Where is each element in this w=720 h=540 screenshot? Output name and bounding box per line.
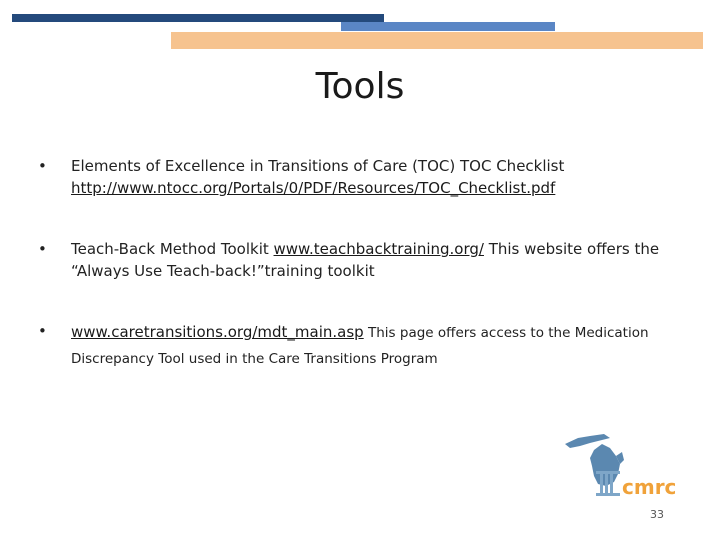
list-item [71,320,691,372]
item-text: Teach-Back Method Toolkit [71,240,274,258]
list-item [71,155,691,199]
logo-text: cmrc [622,475,677,499]
bullet-1: • [38,157,47,175]
header-bar-blue [341,22,555,31]
header-bar-peach [171,32,703,49]
bullet-3: • [38,322,47,340]
item-description: This page offers access to the Medication Discrepancy Tool used in the Care Transitions Program [71,325,649,367]
page-number: 33 [650,508,664,521]
caretransitions-link[interactable]: www.caretransitions.org/mdt_main.asp [71,323,364,341]
item-description: This website offers the “Always Use Teach-back!”training toolkit [71,240,660,280]
slide-title: Tools [315,66,405,107]
bullet-2: • [38,240,47,258]
item-text: Elements of Excellence in Transitions of Care (TOC) TOC Checklist [71,157,565,175]
list-item [71,238,691,282]
toc-checklist-link[interactable]: http://www.ntocc.org/Portals/0/PDF/Resources/TOC_Checklist.pdf [71,179,556,197]
cmrc-logo [560,430,690,500]
teachback-link[interactable]: www.teachbacktraining.org/ [273,240,484,258]
header-bar-navy [12,14,384,22]
